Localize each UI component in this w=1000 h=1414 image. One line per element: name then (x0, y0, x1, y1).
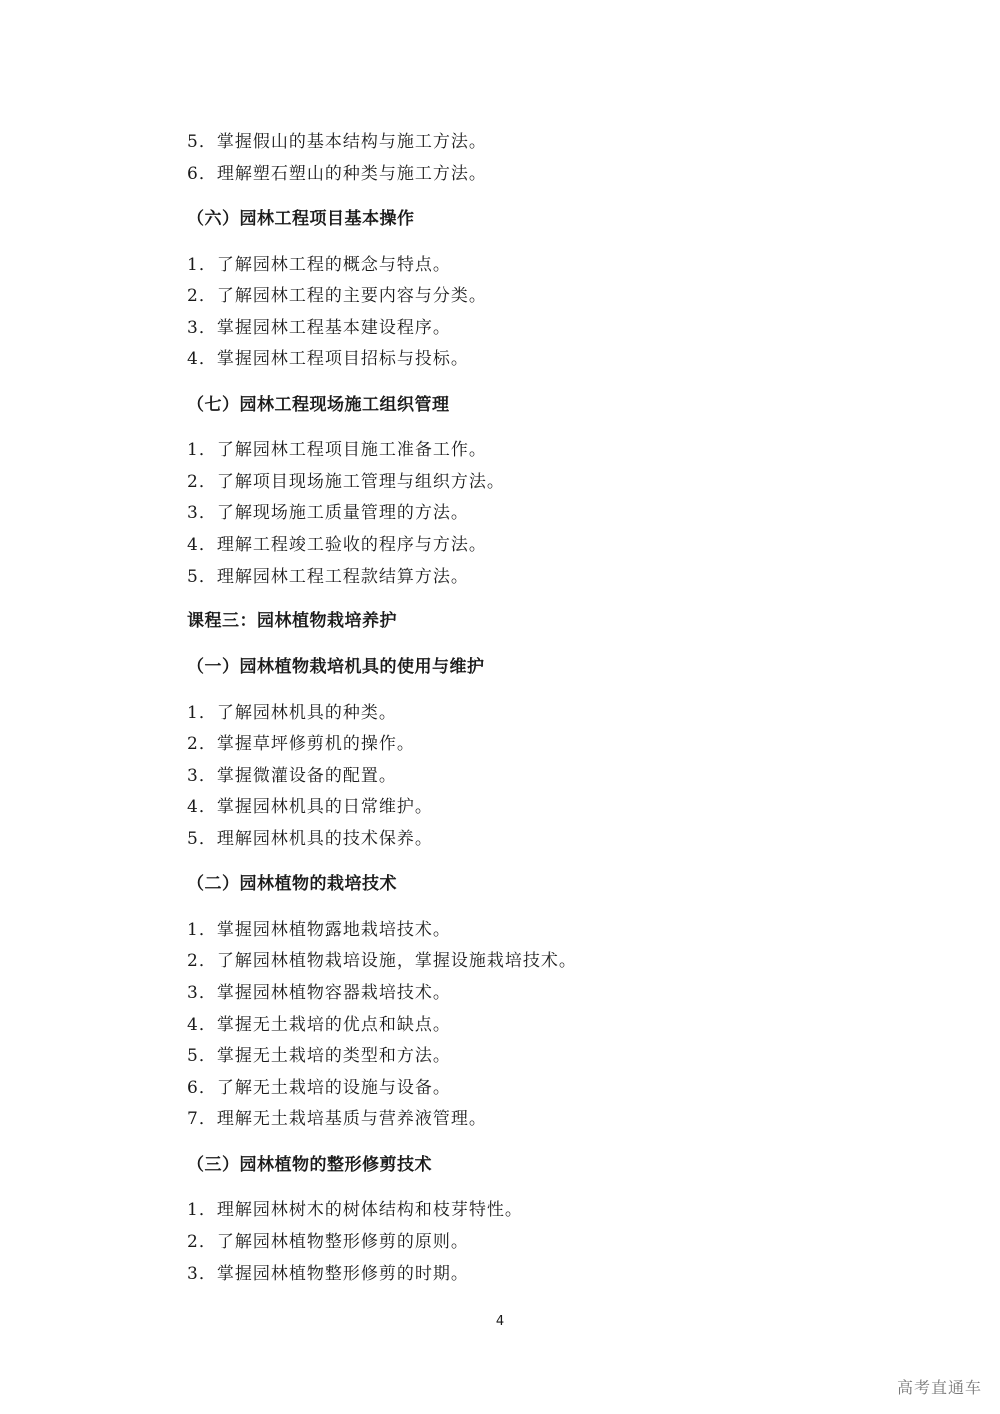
list-item: 2．了解项目现场施工管理与组织方法。 (187, 472, 505, 492)
list-item: 4．掌握园林工程项目招标与投标。 (187, 349, 469, 369)
list-item: 2．了解园林工程的主要内容与分类。 (187, 286, 487, 306)
section-heading: （三）园林植物的整形修剪技术 (187, 1155, 432, 1175)
list-item: 2．了解园林植物栽培设施，掌握设施栽培技术。 (187, 951, 577, 971)
section-heading: （六）园林工程项目基本操作 (187, 209, 415, 229)
list-item: 1．理解园林树木的树体结构和枝芽特性。 (187, 1200, 523, 1220)
list-item: 5．理解园林机具的技术保养。 (187, 829, 433, 849)
course-heading: 课程三：园林植物栽培养护 (187, 611, 397, 631)
list-item: 1．了解园林机具的种类。 (187, 703, 397, 723)
list-item: 1．了解园林工程项目施工准备工作。 (187, 440, 487, 460)
list-item: 6．了解无土栽培的设施与设备。 (187, 1078, 451, 1098)
section-heading: （二）园林植物的栽培技术 (187, 874, 397, 894)
list-item: 2．了解园林植物整形修剪的原则。 (187, 1232, 469, 1252)
list-item: 3．掌握园林植物整形修剪的时期。 (187, 1264, 469, 1284)
list-item: 4．理解工程竣工验收的程序与方法。 (187, 535, 487, 555)
list-item: 1．掌握园林植物露地栽培技术。 (187, 920, 451, 940)
section-heading: （一）园林植物栽培机具的使用与维护 (187, 657, 485, 677)
list-item: 3．掌握微灌设备的配置。 (187, 766, 397, 786)
list-item: 4．掌握园林机具的日常维护。 (187, 797, 433, 817)
list-item: 2．掌握草坪修剪机的操作。 (187, 734, 415, 754)
watermark: 高考直通车 (896, 1378, 982, 1397)
list-item: 1．了解园林工程的概念与特点。 (187, 255, 451, 275)
list-item: 5．掌握假山的基本结构与施工方法。 (187, 132, 487, 152)
list-item: 5．掌握无土栽培的类型和方法。 (187, 1046, 451, 1066)
list-item: 3．掌握园林工程基本建设程序。 (187, 318, 451, 338)
list-item: 6．理解塑石塑山的种类与施工方法。 (187, 164, 487, 184)
list-item: 7．理解无土栽培基质与营养液管理。 (187, 1109, 487, 1129)
list-item: 3．了解现场施工质量管理的方法。 (187, 503, 469, 523)
section-heading: （七）园林工程现场施工组织管理 (187, 395, 450, 415)
page-number: 4 (495, 1314, 505, 1329)
list-item: 4．掌握无土栽培的优点和缺点。 (187, 1015, 451, 1035)
list-item: 3．掌握园林植物容器栽培技术。 (187, 983, 451, 1003)
list-item: 5．理解园林工程工程款结算方法。 (187, 567, 469, 587)
